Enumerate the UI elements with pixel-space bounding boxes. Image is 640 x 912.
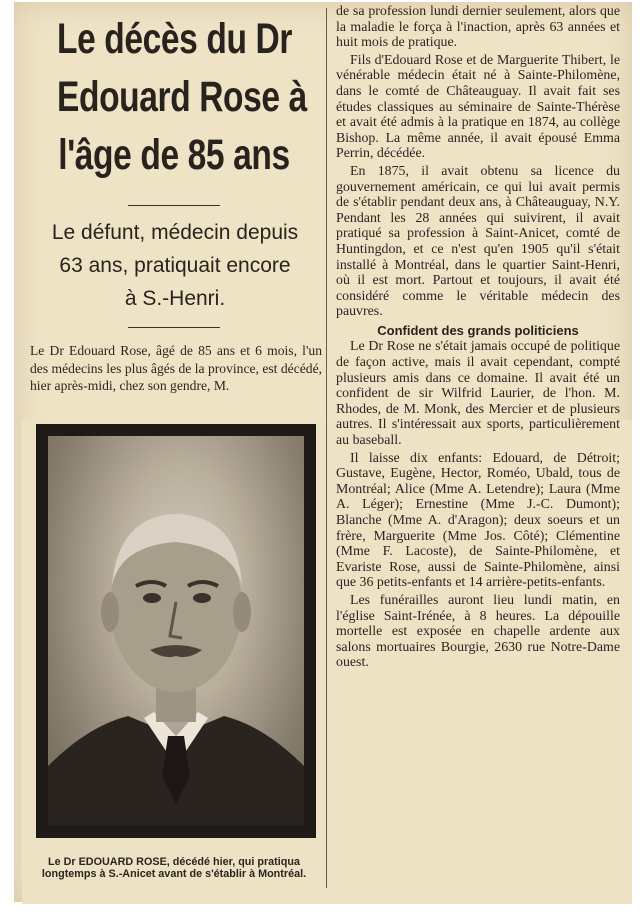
body-paragraph: Les funérailles auront lieu lundi matin, en l'église Saint-Irénée, à 8 heures. La dépouille mortelle est exposée en chapelle ardente aux salons mortuaires Bourgie, 2630 rue Notre-Dame ouest. [336,592,620,671]
photo-caption: Le Dr EDOUARD ROSE, décédé hier, qui pratiqua longtemps à S.-Anicet avant de s'établir à Montréal. [41,856,307,880]
portrait-photo [48,436,304,826]
subheadline [20,216,330,315]
subhead-line: à S.-Henri. [124,287,226,310]
body-paragraph: de sa profession lundi dernier seulement, alors que la maladie le força à l'inaction, après 63 années et huit mois de pratique. [336,4,620,51]
body-paragraph: En 1875, il avait obtenu sa licence du gouvernement américain, ce qui lui avait permis de s'établir pendant deux ans, à Châteauguay, N.Y. Pendant les 28 années qui suivirent, il avait pratiqué sa profession à Saint-Anicet, comté de Huntingdon, et ce n'est qu'en 1905 qu'il s'était installé à Montréal, dans le quartier Saint-Henri, où il est mort. Partout et toujours, il avait été considéré comme le véritable médecin des pauvres. [336,163,620,320]
lede-paragraph: Le Dr Edouard Rose, âgé de 85 ans et 6 mois, l'un des médecins les plus âgés de la province, est décédé, hier après-midi, chez son gendre, M. [30,343,322,393]
subhead-divider [128,327,220,328]
headline-line: Edouard Rose à [57,73,307,121]
body-paragraph: Fils d'Edouard Rose et de Marguerite Thibert, le vénérable médecin était né à Sainte-Philomène, dans le comté de Châteauguay. Il avait fait ses études classiques au séminaire de Sainte-Thérèse et avait été admis à la pratique en 1874, au collège Bishop. La même année, il avait épousé Emma Perrin, décédée. [336,52,620,162]
portrait-photo-frame [36,424,316,838]
section-subheading: Confident des grands politiciens [377,322,579,338]
headline-divider [128,205,220,206]
body-paragraph: Il laisse dix enfants: Edouard, de Détroit; Gustave, Eugène, Hector, Roméo, Ubald, tous de Montréal; Alice (Mme A. Letendre); Laura (Mme A. Léger); Ernestine (Mme J.-C. Dumont); Blanche (Mme A. d'Aragon); deux soeurs et un frère, Marguerite (Mme Jos. Côté); Clémentine (Mme F. Lacoste), de Sainte-Philomène, et Evariste Rose, aussi de Sainte-Philomène, ainsi que 36 petits-enfants et 14 arrière-petits-enfants. [336,450,620,591]
article-body [336,4,620,673]
portrait-figure [48,436,304,826]
subhead-line: Le défunt, médecin depuis [51,221,299,244]
headline-line: l'âge de 85 ans [58,131,290,179]
column-divider [326,8,327,888]
headline [57,10,307,184]
body-paragraph: Le Dr Rose ne s'était jamais occupé de politique de façon active, mais il avait cependant, compté plusieurs amis dans ce domaine. Il avait été un confident de sir Wilfrid Laurier, de l'hon. M. Rhodes, de M. Monk, des Mercier et de plusieurs autres. Il s'intéressait aux sports, particulièrement au baseball. [336,339,620,449]
subhead-line: 63 ans, pratiquait encore [59,254,291,277]
headline-line: Le décès du Dr [57,15,292,63]
